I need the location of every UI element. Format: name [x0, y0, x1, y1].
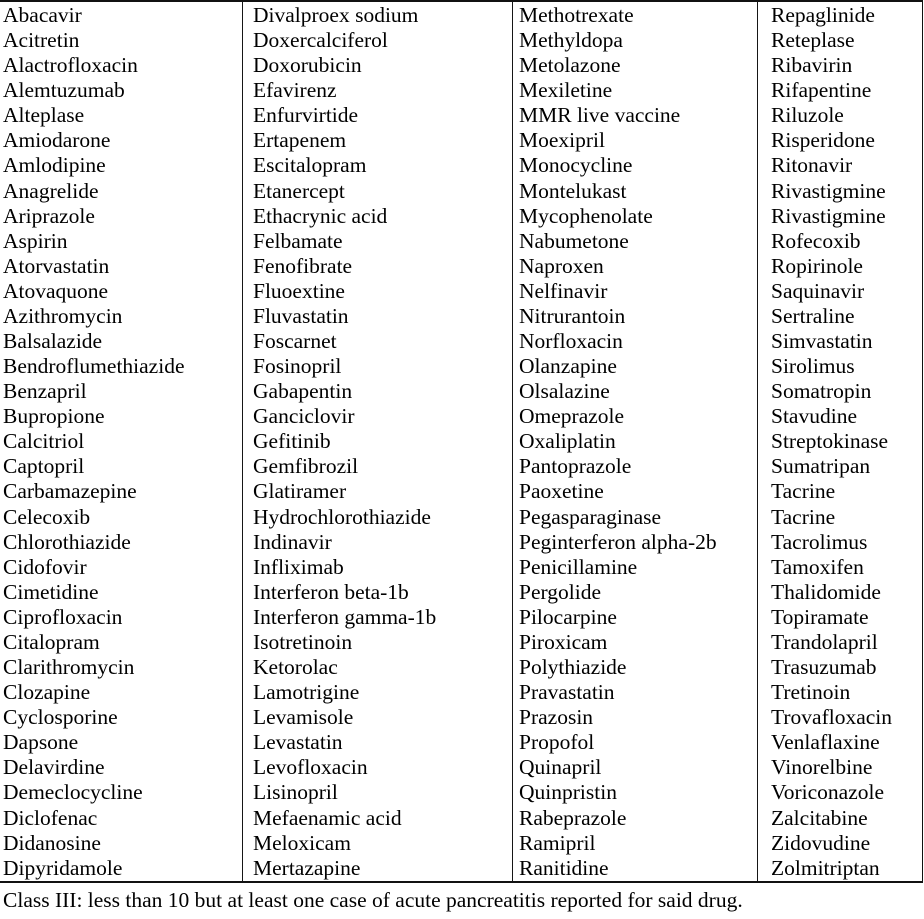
drug-name-cell: Cyclosporine: [3, 705, 118, 730]
drug-name-cell: Ribavirin: [771, 53, 853, 78]
drug-name-cell: Gabapentin: [253, 379, 353, 404]
drug-name-cell: Pegasparaginase: [519, 504, 662, 529]
drug-name-cell: Azithromycin: [3, 303, 123, 328]
drug-name-cell: Etanercept: [253, 178, 345, 203]
drug-name-cell: Alteplase: [3, 103, 85, 128]
drug-name-cell: Amlodipine: [3, 153, 106, 178]
drug-name-cell: Ganciclovir: [253, 404, 355, 429]
drug-name-cell: Tacrine: [771, 504, 836, 529]
drug-name-cell: Risperidone: [771, 128, 875, 153]
drug-name-cell: Pantoprazole: [519, 454, 632, 479]
drug-name-cell: Carbamazepine: [3, 479, 137, 504]
drug-name-cell: Acitretin: [3, 28, 80, 53]
drug-name-cell: Pilocarpine: [519, 604, 617, 629]
drug-name-cell: Piroxicam: [519, 629, 608, 654]
drug-name-cell: Polythiazide: [519, 655, 627, 680]
drug-name-cell: Mexiletine: [519, 78, 613, 103]
drug-name-cell: Bupropione: [3, 404, 105, 429]
drug-name-cell: Clarithromycin: [3, 655, 135, 680]
drug-name-cell: Isotretinoin: [253, 629, 353, 654]
drug-name-cell: Citalopram: [3, 629, 100, 654]
drug-name-cell: Penicillamine: [519, 554, 638, 579]
drug-name-cell: Rofecoxib: [771, 228, 861, 253]
drug-name-cell: Hydrochlorothiazide: [253, 504, 431, 529]
drug-name-cell: Ertapenem: [253, 128, 347, 153]
drug-name-cell: Alactrofloxacin: [3, 53, 138, 78]
drug-name-cell: Indinavir: [253, 529, 332, 554]
drug-name-cell: Chlorothiazide: [3, 529, 131, 554]
drug-name-cell: Ramipril: [519, 830, 596, 855]
drug-name-cell: Pergolide: [519, 579, 602, 604]
drug-name-cell: Trandolapril: [771, 629, 878, 654]
drug-name-cell: Efavirenz: [253, 78, 337, 103]
drug-name-cell: Reteplase: [771, 28, 855, 53]
drug-name-cell: Meloxicam: [253, 830, 351, 855]
drug-name-cell: Divalproex sodium: [253, 3, 419, 27]
drug-name-cell: Enfurvirtide: [253, 103, 359, 128]
drug-name-cell: Tamoxifen: [771, 554, 864, 579]
drug-name-cell: Riluzole: [771, 103, 844, 128]
drug-name-cell: Ritonavir: [771, 153, 853, 178]
drug-name-cell: Olsalazine: [519, 379, 610, 404]
drug-name-cell: Lisinopril: [253, 780, 338, 805]
drug-name-cell: Methyldopa: [519, 28, 623, 53]
drug-name-cell: Somatropin: [771, 379, 872, 404]
drug-name-cell: Rifapentine: [771, 78, 872, 103]
table-column-1: [0, 2, 242, 881]
drug-name-cell: Balsalazide: [3, 329, 103, 354]
drug-name-cell: Streptokinase: [771, 429, 889, 454]
drug-name-cell: Topiramate: [771, 604, 869, 629]
drug-name-cell: Nitrurantoin: [519, 303, 626, 328]
drug-name-cell: Ketorolac: [253, 655, 338, 680]
table-column-3: [512, 2, 757, 881]
drug-name-cell: Ariprazole: [3, 203, 95, 228]
drug-name-cell: MMR live vaccine: [519, 103, 681, 128]
drug-name-cell: Monocycline: [519, 153, 633, 178]
drug-name-cell: Vinorelbine: [771, 755, 873, 780]
drug-name-cell: Propofol: [519, 730, 595, 755]
drug-name-cell: Thalidomide: [771, 579, 881, 604]
drug-name-cell: Gefitinib: [253, 429, 331, 454]
drug-name-cell: Bendroflumethiazide: [3, 354, 185, 379]
drug-name-cell: Trovafloxacin: [771, 705, 893, 730]
drug-name-cell: Demeclocycline: [3, 780, 143, 805]
drug-name-cell: Delavirdine: [3, 755, 105, 780]
drug-name-cell: Quinapril: [519, 755, 602, 780]
drug-name-cell: Sertraline: [771, 303, 855, 328]
drug-name-cell: Ciprofloxacin: [3, 604, 123, 629]
drug-name-cell: Lamotrigine: [253, 680, 360, 705]
drug-name-cell: Metolazone: [519, 53, 621, 78]
drug-name-cell: Stavudine: [771, 404, 857, 429]
drug-name-cell: Benzapril: [3, 379, 87, 404]
drug-name-cell: Voriconazole: [771, 780, 885, 805]
drug-name-cell: Rabeprazole: [519, 805, 627, 830]
drug-name-cell: Omeprazole: [519, 404, 625, 429]
drug-name-cell: Zolmitriptan: [771, 855, 880, 880]
drug-name-cell: Olanzapine: [519, 354, 617, 379]
drug-name-cell: Levofloxacin: [253, 755, 368, 780]
drug-name-cell: Nelfinavir: [519, 278, 608, 303]
drug-name-cell: Dapsone: [3, 730, 79, 755]
drug-name-cell: Mycophenolate: [519, 203, 653, 228]
drug-name-cell: Captopril: [3, 454, 85, 479]
drug-name-cell: Saquinavir: [771, 278, 865, 303]
drug-name-cell: Simvastatin: [771, 329, 873, 354]
drug-name-cell: Zalcitabine: [771, 805, 868, 830]
drug-name-cell: Montelukast: [519, 178, 627, 203]
drug-name-cell: Repaglinide: [771, 3, 875, 27]
drug-name-cell: Tacrolimus: [771, 529, 868, 554]
drug-name-cell: Trasuzumab: [771, 655, 877, 680]
drug-name-cell: Rivastigmine: [771, 178, 886, 203]
drug-name-cell: Tacrine: [771, 479, 836, 504]
drug-name-cell: Foscarnet: [253, 329, 337, 354]
drug-name-cell: Atorvastatin: [3, 253, 110, 278]
drug-name-cell: Alemtuzumab: [3, 78, 125, 103]
drug-name-cell: Pravastatin: [519, 680, 615, 705]
drug-name-cell: Levastatin: [253, 730, 343, 755]
class-iii-footnote: Class III: less than 10 but at least one case of acute pancreatitis reported for said drug.: [3, 888, 743, 912]
drug-name-cell: Ranitidine: [519, 855, 609, 880]
drug-name-cell: Interferon gamma-1b: [253, 604, 437, 629]
drug-name-cell: Methotrexate: [519, 3, 634, 27]
drug-name-cell: Interferon beta-1b: [253, 579, 409, 604]
drug-name-cell: Fenofibrate: [253, 253, 353, 278]
drug-name-cell: Cimetidine: [3, 579, 99, 604]
drug-name-cell: Infliximab: [253, 554, 344, 579]
drug-name-cell: Moexipril: [519, 128, 605, 153]
drug-name-cell: Cidofovir: [3, 554, 87, 579]
drug-name-cell: Aspirin: [3, 228, 68, 253]
drug-name-cell: Quinpristin: [519, 780, 617, 805]
drug-name-cell: Glatiramer: [253, 479, 347, 504]
drug-name-cell: Mertazapine: [253, 855, 361, 880]
drug-name-cell: Peginterferon alpha-2b: [519, 529, 717, 554]
drug-name-cell: Naproxen: [519, 253, 604, 278]
drug-name-cell: Fluoextine: [253, 278, 345, 303]
drug-name-cell: Escitalopram: [253, 153, 367, 178]
drug-name-cell: Amiodarone: [3, 128, 111, 153]
drug-name-cell: Atovaquone: [3, 278, 109, 303]
drug-name-cell: Mefaenamic acid: [253, 805, 402, 830]
drug-name-cell: Diclofenac: [3, 805, 98, 830]
drug-name-cell: Sumatripan: [771, 454, 871, 479]
drug-name-cell: Fluvastatin: [253, 303, 349, 328]
drug-name-cell: Ethacrynic acid: [253, 203, 388, 228]
drug-name-cell: Dipyridamole: [3, 855, 123, 880]
drug-name-cell: Tretinoin: [771, 680, 851, 705]
table-footnote-row: [0, 881, 923, 913]
drug-name-cell: Levamisole: [253, 705, 354, 730]
drug-name-cell: Gemfibrozil: [253, 454, 359, 479]
drug-name-cell: Abacavir: [3, 3, 82, 27]
drug-name-cell: Paoxetine: [519, 479, 604, 504]
drug-name-cell: Ropirinole: [771, 253, 863, 278]
drug-name-cell: Calcitriol: [3, 429, 85, 454]
drug-name-cell: Fosinopril: [253, 354, 342, 379]
drug-name-cell: Nabumetone: [519, 228, 629, 253]
table-column-2: [242, 2, 512, 881]
drug-name-cell: Anagrelide: [3, 178, 99, 203]
drug-name-cell: Prazosin: [519, 705, 594, 730]
drug-name-cell: Oxaliplatin: [519, 429, 616, 454]
drug-name-cell: Clozapine: [3, 680, 91, 705]
drug-name-cell: Venlaflaxine: [771, 730, 880, 755]
table-column-4: [757, 2, 922, 881]
drug-name-cell: Doxorubicin: [253, 53, 362, 78]
drug-name-cell: Rivastigmine: [771, 203, 886, 228]
drug-name-cell: Sirolimus: [771, 354, 855, 379]
drug-name-cell: Norfloxacin: [519, 329, 623, 354]
drug-name-cell: Celecoxib: [3, 504, 91, 529]
drug-name-cell: Didanosine: [3, 830, 101, 855]
drug-name-cell: Felbamate: [253, 228, 343, 253]
drug-name-cell: Doxercalciferol: [253, 28, 388, 53]
drug-name-cell: Zidovudine: [771, 830, 871, 855]
